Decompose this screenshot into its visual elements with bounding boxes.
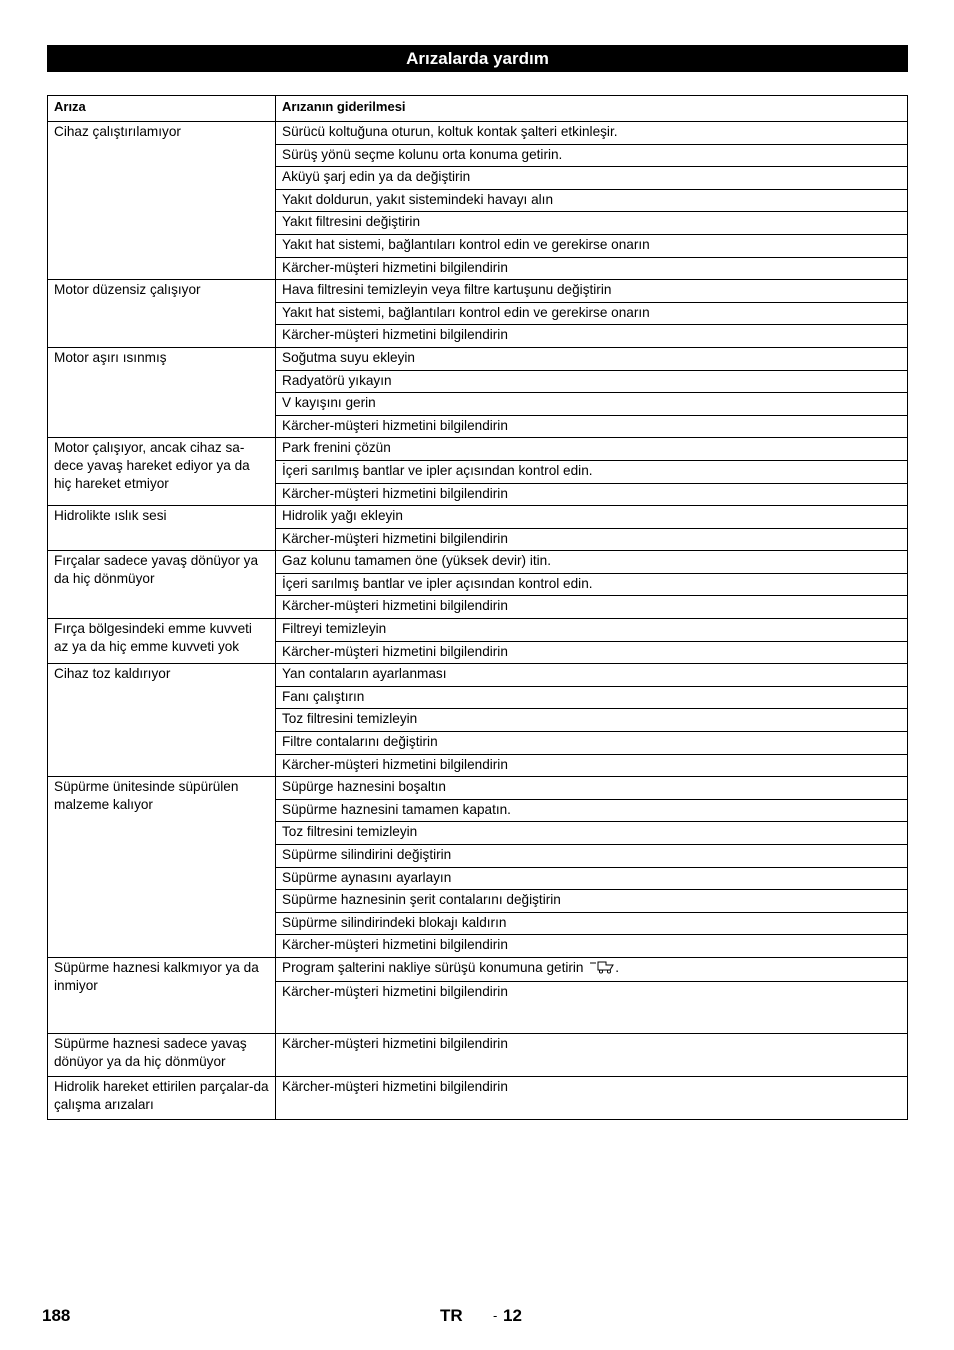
table-row: [48, 122, 908, 145]
remedy-cell: Sürüş yönü seçme kolunu orta konuma getirin.: [276, 144, 908, 167]
table-row: [48, 438, 908, 461]
fault-cell: Cihaz toz kaldırıyor: [48, 664, 276, 777]
language-code: TR: [440, 1306, 463, 1325]
remedy-cell: V kayışını gerin: [276, 393, 908, 416]
remedy-cell: Yakıt hat sistemi, bağlantıları kontrol edin ve gerekirse onarın: [276, 234, 908, 257]
table-row: [48, 280, 908, 303]
remedy-cell: Filtre contalarını değiştirin: [276, 732, 908, 755]
table-row: [48, 506, 908, 529]
remedy-cell: Radyatörü yıkayın: [276, 370, 908, 393]
remedy-cell: Hava filtresini temizleyin veya filtre kartuşunu değiştirin: [276, 280, 908, 303]
remedy-cell: Süpürme haznesinin şerit contalarını değiştirin: [276, 890, 908, 913]
remedy-cell: Yakıt hat sistemi, bağlantıları kontrol edin ve gerekirse onarın: [276, 302, 908, 325]
remedy-cell: Kärcher-müşteri hizmetini bilgilendirin: [276, 415, 908, 438]
page-number: 188: [42, 1306, 71, 1325]
fault-cell: Süpürme haznesi sadece yavaş dönüyor ya da hiç dönmüyor: [48, 1033, 276, 1076]
remedy-cell: Sürücü koltuğuna oturun, koltuk kontak şalteri etkinleşir.: [276, 122, 908, 145]
remedy-cell: Kärcher-müşteri hizmetini bilgilendirin: [276, 1076, 908, 1119]
remedy-cell: Süpürme aynasını ayarlayın: [276, 867, 908, 890]
fault-table: [47, 95, 908, 1120]
remedy-cell-transport: [276, 957, 908, 981]
remedy-cell: İçeri sarılmış bantlar ve ipler açısından kontrol edin.: [276, 573, 908, 596]
table-row: [48, 664, 908, 687]
remedy-cell: Toz filtresini temizleyin: [276, 822, 908, 845]
fault-cell: Cihaz çalıştırılamıyor: [48, 122, 276, 280]
remedy-cell: Kärcher-müşteri hizmetini bilgilendirin: [276, 257, 908, 280]
remedy-text: Program şalterini nakliye sürüşü konumuna getirin: [282, 959, 584, 975]
fault-cell: Fırçalar sadece yavaş dönüyor ya da hiç dönmüyor: [48, 551, 276, 619]
remedy-cell: Kärcher-müşteri hizmetini bilgilendirin: [276, 528, 908, 551]
remedy-cell: Kärcher-müşteri hizmetini bilgilendirin: [276, 935, 908, 958]
remedy-cell: Toz filtresini temizleyin: [276, 709, 908, 732]
remedy-cell: Filtreyi temizleyin: [276, 619, 908, 642]
fault-cell: Fırça bölgesindeki emme kuvveti az ya da hiç emme kuvveti yok: [48, 619, 276, 664]
table-row: [48, 1076, 908, 1119]
remedy-cell: Park frenini çözün: [276, 438, 908, 461]
footer-separator: -: [493, 1308, 498, 1323]
table-header-row: [48, 96, 908, 122]
remedy-cell: Süpürme silindirindeki blokajı kaldırın: [276, 912, 908, 935]
table-row: [48, 957, 908, 981]
fault-cell: Motor düzensiz çalışıyor: [48, 280, 276, 348]
remedy-cell: Yakıt doldurun, yakıt sistemindeki havayı alın: [276, 189, 908, 212]
fault-cell: Motor aşırı ısınmış: [48, 347, 276, 437]
fault-cell: Hidrolik hareket ettirilen parçalar-da çalışma arızaları: [48, 1076, 276, 1119]
table-row: [48, 777, 908, 800]
table-row: [48, 347, 908, 370]
column-header-remedy: Arızanın giderilmesi: [276, 96, 908, 122]
remedy-cell: Aküyü şarj edin ya da değiştirin: [276, 167, 908, 190]
column-header-fault: Arıza: [48, 96, 276, 122]
section-page-number: 12: [503, 1306, 522, 1325]
fault-cell: Süpürme ünitesinde süpürülen malzeme kalıyor: [48, 777, 276, 958]
remedy-cell: Kärcher-müşteri hizmetini bilgilendirin: [276, 1033, 908, 1076]
fault-cell: Hidrolikte ıslık sesi: [48, 506, 276, 551]
remedy-cell: Yan contaların ayarlanması: [276, 664, 908, 687]
remedy-cell: Kärcher-müşteri hizmetini bilgilendirin: [276, 596, 908, 619]
table-row: [48, 619, 908, 642]
remedy-cell: Soğutma suyu ekleyin: [276, 347, 908, 370]
remedy-cell: Gaz kolunu tamamen öne (yüksek devir) itin.: [276, 551, 908, 574]
remedy-cell: İçeri sarılmış bantlar ve ipler açısından kontrol edin.: [276, 460, 908, 483]
remedy-cell: Kärcher-müşteri hizmetini bilgilendirin: [276, 641, 908, 664]
table-row: [48, 551, 908, 574]
remedy-cell: Yakıt filtresini değiştirin: [276, 212, 908, 235]
fault-cell: Motor çalışıyor, ancak cihaz sa-dece yavaş hareket ediyor ya da hiç hareket etmiyor: [48, 438, 276, 506]
remedy-suffix: .: [615, 959, 620, 975]
remedy-cell: Kärcher-müşteri hizmetini bilgilendirin: [276, 483, 908, 506]
remedy-cell: Fanı çalıştırın: [276, 686, 908, 709]
remedy-cell: Kärcher-müşteri hizmetini bilgilendirin: [276, 981, 908, 1033]
remedy-cell: Süpürge haznesini boşaltın: [276, 777, 908, 800]
table-row: [48, 1033, 908, 1076]
transport-mode-icon: [589, 960, 615, 979]
remedy-cell: Süpürme haznesini tamamen kapatın.: [276, 799, 908, 822]
remedy-cell: Hidrolik yağı ekleyin: [276, 506, 908, 529]
page-title: Arızalarda yardım: [47, 45, 908, 72]
remedy-cell: Kärcher-müşteri hizmetini bilgilendirin: [276, 325, 908, 348]
remedy-cell: Kärcher-müşteri hizmetini bilgilendirin: [276, 754, 908, 777]
remedy-cell: Süpürme silindirini değiştirin: [276, 845, 908, 868]
fault-cell: Süpürme haznesi kalkmıyor ya da inmiyor: [48, 957, 276, 1033]
